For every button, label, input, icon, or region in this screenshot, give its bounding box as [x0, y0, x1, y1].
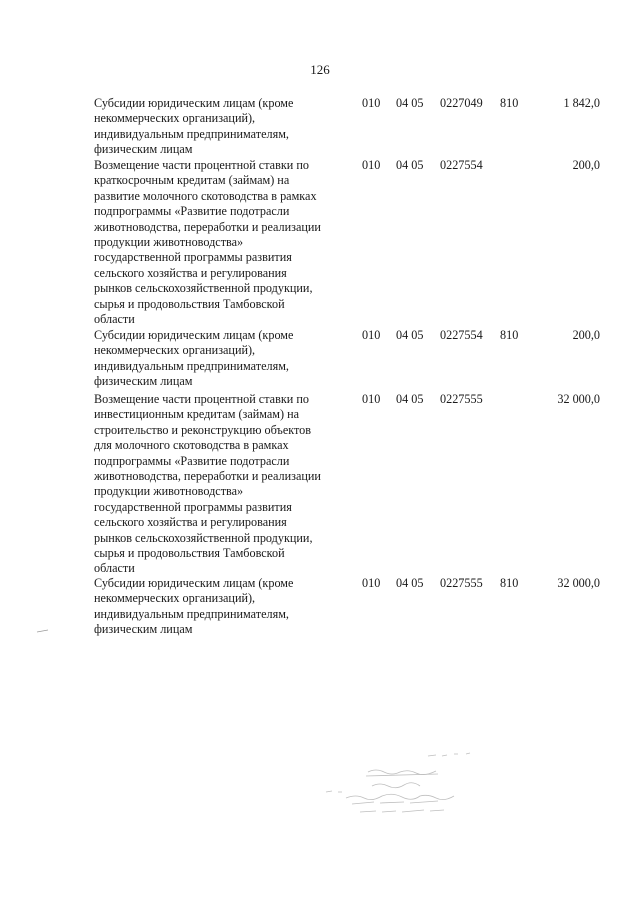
page-number: 126	[310, 62, 330, 77]
description-line: государственной программы развития	[94, 250, 292, 265]
description-line: Возмещение части процентной ставки по	[94, 392, 309, 406]
ministry-code: 010	[362, 328, 381, 342]
scan-mark	[36, 620, 50, 624]
description-line: некоммерческих организаций),	[94, 343, 256, 358]
target-article-code: 0227555	[440, 576, 483, 590]
target-article-code: 0227555	[440, 392, 483, 406]
description-line: некоммерческих организаций),	[94, 111, 256, 126]
description-line: рынков сельскохозяйственной продукции,	[94, 530, 313, 545]
description-line: Субсидии юридическим лицам (кроме	[94, 328, 294, 342]
faded-stamp	[316, 752, 486, 822]
description-line: животноводства, переработки и реализации	[94, 219, 321, 234]
ministry-code: 010	[362, 576, 381, 590]
row-description	[94, 96, 356, 158]
amount-value: 200,0	[572, 328, 600, 342]
expense-type-code: 810	[500, 576, 519, 590]
description-line: краткосрочным кредитам (займам) на	[94, 173, 290, 188]
expense-type-code: 810	[500, 328, 519, 342]
description-line: подпрограммы «Развитие подотрасли	[94, 453, 290, 468]
description-line: физическим лицам	[94, 374, 193, 389]
description-line: Субсидии юридическим лицам (кроме	[94, 96, 294, 110]
description-line: некоммерческих организаций),	[94, 591, 256, 606]
description-line: строительство и реконструкцию объектов	[94, 422, 312, 437]
description-line: области	[94, 561, 135, 576]
section-code: 04 05	[396, 328, 424, 342]
description-line: Субсидии юридическим лицам (кроме	[94, 576, 294, 590]
section-code: 04 05	[396, 392, 424, 406]
target-article-code: 0227554	[440, 158, 483, 172]
target-article-code: 0227554	[440, 328, 483, 342]
description-line: рынков сельскохозяйственной продукции,	[94, 281, 313, 296]
description-line: области	[94, 312, 135, 327]
description-line: развитие молочного скотоводства в рамках	[94, 188, 317, 203]
description-line: продукции животноводства»	[94, 484, 244, 499]
description-line: сырья и продовольствия Тамбовской	[94, 546, 285, 561]
row-description	[94, 328, 356, 390]
description-line: Возмещение части процентной ставки по	[94, 158, 309, 172]
ministry-code: 010	[362, 96, 381, 110]
row-description	[94, 576, 356, 638]
amount-value: 1 842,0	[563, 96, 600, 110]
section-code: 04 05	[396, 96, 424, 110]
amount-value: 32 000,0	[557, 576, 600, 590]
row-description	[94, 392, 356, 577]
description-line: для молочного скотоводства в рамках	[94, 438, 289, 453]
description-line: индивидуальным предпринимателям,	[94, 606, 289, 621]
amount-value: 32 000,0	[557, 392, 600, 406]
target-article-code: 0227049	[440, 96, 483, 110]
description-line: подпрограммы «Развитие подотрасли	[94, 204, 290, 219]
description-line: сельского хозяйства и регулирования	[94, 265, 287, 280]
description-line: физическим лицам	[94, 142, 193, 157]
ministry-code: 010	[362, 158, 381, 172]
description-line: продукции животноводства»	[94, 235, 244, 250]
description-line: индивидуальным предпринимателям,	[94, 126, 289, 141]
ministry-code: 010	[362, 392, 381, 406]
section-code: 04 05	[396, 576, 424, 590]
description-line: сырья и продовольствия Тамбовской	[94, 296, 285, 311]
description-line: государственной программы развития	[94, 499, 292, 514]
description-line: физическим лицам	[94, 622, 193, 637]
description-line: инвестиционным кредитам (займам) на	[94, 407, 300, 422]
description-line: сельского хозяйства и регулирования	[94, 515, 287, 530]
amount-value: 200,0	[572, 158, 600, 172]
expense-type-code: 810	[500, 96, 519, 110]
description-line: индивидуальным предпринимателям,	[94, 358, 289, 373]
row-description	[94, 158, 356, 327]
description-line: животноводства, переработки и реализации	[94, 469, 321, 484]
section-code: 04 05	[396, 158, 424, 172]
